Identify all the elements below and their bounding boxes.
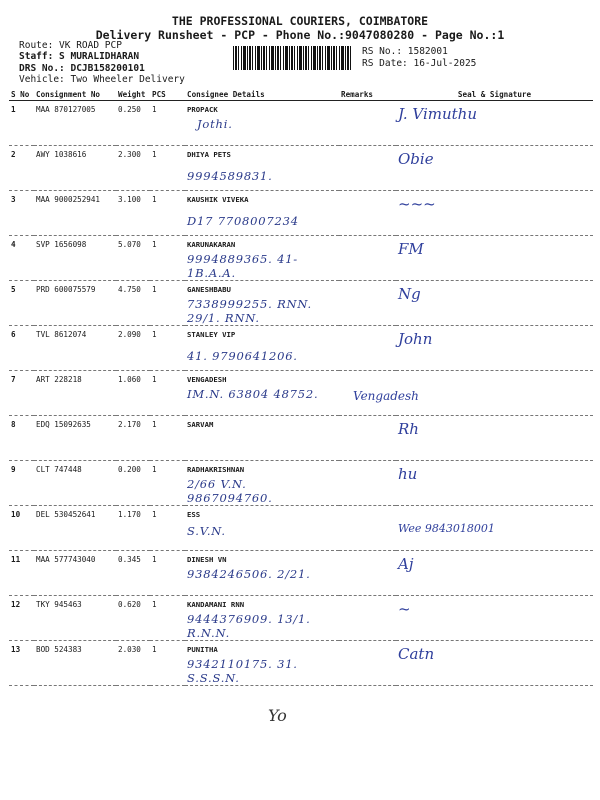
drs-label: DRS No.: DCJB158200101 [19,63,145,74]
company-title: THE PROFESSIONAL COURIERS, COIMBATORE [171,14,429,28]
row-pcs: 1 [150,641,185,686]
runsheet-table [9,88,593,686]
row-weight: 2.030 [116,641,150,686]
table-row [9,191,593,236]
row-signature [396,236,593,281]
row-consignee [185,416,339,461]
row-weight: 0.200 [116,461,150,506]
header-remarks: Remarks [339,88,396,101]
signature-image: Vengadesh [353,389,419,403]
consignee-name: PUNITHA [187,645,218,654]
row-signature [353,371,593,416]
table-row [9,326,593,371]
table-row [9,281,593,326]
handwritten-note: 9994589831. [187,169,273,183]
table-row [9,461,593,506]
row-weight: 0.345 [116,551,150,596]
row-sno: 10 [9,506,34,551]
row-consignee [185,146,339,191]
consignee-name: GANESHBABU [187,285,231,294]
row-remarks [339,416,396,461]
handwritten-note: 7338999255. RNN. 29/1. RNN. [187,297,312,325]
row-sno: 6 [9,326,34,371]
row-remarks [339,326,396,371]
row-signature [396,191,593,236]
row-sno: 3 [9,191,34,236]
table-row [9,416,593,461]
consignee-name: PROPACK [187,105,218,114]
row-pcs: 1 [150,191,185,236]
row-consignee [185,641,339,686]
handwritten-note: S.V.N. [187,524,226,538]
row-signature [396,326,593,371]
row-signature [396,461,593,506]
header-consignee: Consignee Details [185,88,339,101]
signature-image: J. Vimuthu [398,105,477,123]
row-sno: 12 [9,596,34,641]
row-consignment: MAA 870127005 [34,101,116,146]
row-consignment: TKY 945463 [34,596,116,641]
barcode-image [233,46,353,70]
consignee-name: KANDAMANI RNN [187,600,245,609]
row-signature [396,101,593,146]
row-remarks [339,281,396,326]
row-sno: 9 [9,461,34,506]
row-consignment: SVP 1656098 [34,236,116,281]
table-row [9,146,593,191]
row-sno: 7 [9,371,34,416]
row-weight: 2.170 [116,416,150,461]
row-remarks [339,551,396,596]
signature-image: Rh [398,420,419,438]
signature-image: ~~~ [398,195,436,213]
route-label: Route: VK ROAD PCP [19,40,122,51]
row-remarks [339,596,396,641]
row-sno: 2 [9,146,34,191]
row-weight: 0.250 [116,101,150,146]
rs-number: RS No.: 1582001 [362,46,448,57]
row-sno: 5 [9,281,34,326]
row-weight: 1.170 [116,506,150,551]
signature-image: John [398,330,433,348]
row-signature [396,146,593,191]
table-row [9,506,593,551]
row-pcs: 1 [150,326,185,371]
handwritten-note: Jothi. [197,117,233,131]
row-pcs: 1 [150,101,185,146]
row-remarks [339,191,396,236]
consignee-name: SARVAM [187,420,214,429]
consignee-name: KAUSHIK VIVEKA [187,195,249,204]
row-remarks [339,236,396,281]
handwritten-note: 41. 9790641206. [187,349,298,363]
row-remarks [339,146,396,191]
table-row [9,551,593,596]
vehicle-label: Vehicle: Two Wheeler Delivery [19,74,185,85]
table-header-row [9,88,593,101]
row-remarks [339,101,396,146]
signature-image: Aj [398,555,414,573]
row-sno: 1 [9,101,34,146]
row-sno: 11 [9,551,34,596]
row-consignee [185,101,339,146]
rs-date: RS Date: 16-Jul-2025 [362,58,477,69]
row-remarks [339,641,396,686]
row-pcs: 1 [150,506,185,551]
row-consignee [185,326,339,371]
row-consignment: EDQ 15092635 [34,416,116,461]
row-sno: 4 [9,236,34,281]
row-remarks [339,506,396,551]
row-consignee [185,551,339,596]
row-pcs: 1 [150,416,185,461]
row-consignment: AWY 1038616 [34,146,116,191]
row-consignment: PRD 600075579 [34,281,116,326]
row-pcs: 1 [150,236,185,281]
row-consignee [185,191,339,236]
row-pcs: 1 [150,281,185,326]
row-signature [396,506,593,551]
row-pcs: 1 [150,146,185,191]
consignee-name: RADHAKRISHNAN [187,465,245,474]
handwritten-note: D17 7708007234 [187,214,299,228]
handwritten-note: 9342110175. 31. S.S.S.N. [187,657,298,685]
consignee-name: DINESH VN [187,555,227,564]
row-signature [396,416,593,461]
row-sno: 13 [9,641,34,686]
row-weight: 3.100 [116,191,150,236]
table-row [9,101,593,146]
signature-image: Catn [398,645,435,663]
row-weight: 5.070 [116,236,150,281]
row-consignment: DEL 530452641 [34,506,116,551]
table-row [9,596,593,641]
consignee-name: STANLEY VIP [187,330,236,339]
row-remarks [339,461,396,506]
row-consignment: TVL 8612074 [34,326,116,371]
header-pcs: PCS [150,88,185,101]
row-signature [396,596,593,641]
row-consignee [185,461,339,506]
signature-image: Ng [398,285,421,303]
table-row [9,236,593,281]
header-weight: Weight [116,88,150,101]
row-signature [396,281,593,326]
header-sno: S No [9,88,34,101]
row-signature [396,551,593,596]
row-pcs: 1 [150,551,185,596]
row-signature [396,641,593,686]
signature-image: ~ [398,600,411,618]
runsheet-subtitle: Delivery Runsheet - PCP - Phone No.:9047080280 - Page No.:1 [95,28,505,42]
row-pcs: 1 [150,461,185,506]
signature-image: FM [398,240,424,258]
row-consignment: MAA 9000252941 [34,191,116,236]
row-consignment: MAA 577743040 [34,551,116,596]
row-sno: 8 [9,416,34,461]
handwritten-note: 2/66 V.N. 9867094760. [187,477,273,505]
consignee-name: KARUNAKARAN [187,240,236,249]
row-pcs: 1 [150,371,185,416]
row-weight: 2.300 [116,146,150,191]
consignee-name: VENGADESH [187,375,227,384]
row-consignment: BOD 524383 [34,641,116,686]
handwritten-footer-mark: Yo [268,706,287,725]
signature-image: Wee 9843018001 [398,522,495,535]
row-weight: 2.090 [116,326,150,371]
table-row [9,371,593,416]
staff-label: Staff: S MURALIDHARAN [19,51,140,62]
row-consignee [185,506,339,551]
header-seal-signature: Seal & Signature [396,88,593,101]
row-pcs: 1 [150,596,185,641]
row-consignee [185,596,339,641]
row-weight: 4.750 [116,281,150,326]
handwritten-note: IM.N. 63804 48752. [187,387,319,401]
row-weight: 0.620 [116,596,150,641]
consignee-name: DHIYA PETS [187,150,231,159]
handwritten-note: 9384246506. 2/21. [187,567,311,581]
signature-image: Obie [398,150,434,168]
row-consignee [185,281,339,326]
signature-image: hu [398,465,418,483]
consignee-name: ESS [187,510,201,519]
row-consignee [185,371,339,416]
handwritten-note: 9444376909. 13/1. R.N.N. [187,612,311,640]
row-consignee [185,236,339,281]
row-consignment: CLT 747448 [34,461,116,506]
handwritten-note: 9994889365. 41-1B.A.A. [187,252,298,280]
table-row [9,641,593,686]
header-consignment: Consignment No [34,88,116,101]
row-consignment: ART 228218 [34,371,116,416]
row-weight: 1.060 [116,371,150,416]
